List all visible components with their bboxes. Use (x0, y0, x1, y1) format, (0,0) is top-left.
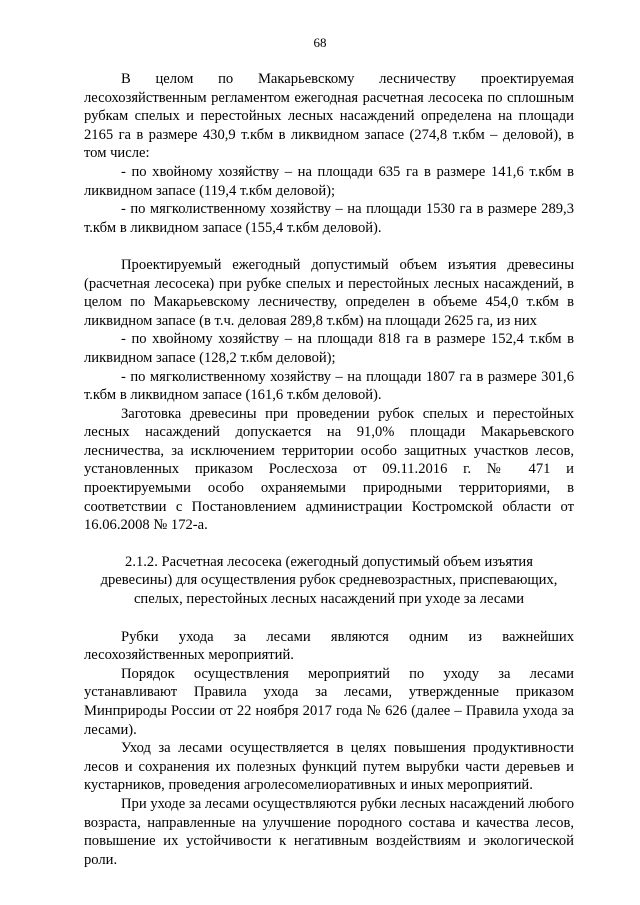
section-heading-line: спелых, перестойных лесных насаждений при уходе за лесами (133, 591, 525, 608)
section-heading (84, 553, 574, 609)
section-heading-line: 2.1.2. Расчетная лесосека (ежегодный допустимый объем изъятия (125, 553, 533, 570)
paragraph: - по хвойному хозяйству – на площади 818 га в размере 152,4 т.кбм в ликвидном запасе (128,2 т.кбм деловой); (84, 331, 574, 366)
page-content (84, 70, 574, 869)
paragraph: - по мягколиственному хозяйству – на площади 1530 га в размере 289,3 т.кбм в ликвидном запасе (155,4 т.кбм деловой). (84, 201, 574, 236)
paragraph: При уходе за лесами осуществляются рубки лесных насаждений любого возраста, направленные на улучшение породного состава и качества лесов, повышение их устойчивости к негативным воздействиям и экологической роли. (84, 795, 574, 868)
page-number: 68 (313, 35, 327, 50)
paragraph: В целом по Макарьевскому лесничеству проектируемая лесохозяйственным регламентом ежегодная расчетная лесосека по сплошным рубкам спелых и перестойных лесных насаждений определена на площади 2165 га в размере 430,9 т.кбм в ликвидном запасе (274,8 т.кбм – деловой), в том числе: (84, 71, 574, 162)
section-heading-line: древесины) для осуществления рубок средневозрастных, приспевающих, (100, 572, 558, 589)
paragraph: Проектируемый ежегодный допустимый объем изъятия древесины (расчетная лесосека) при рубке спелых и перестойных лесных насаждений, в целом по Макарьевскому лесничеству, определен в объеме 454,0 т.кбм в ликвидном запасе (в т.ч. деловая 289,8 т.кбм) на площади 2625 га, из них (84, 256, 574, 329)
paragraph: Уход за лесами осуществляется в целях повышения продуктивности лесов и сохранения их полезных функций путем вырубки части деревьев и кустарников, проведения агролесомелиоративных и иных мероприятий. (84, 740, 574, 794)
paragraph: Порядок осуществления мероприятий по уходу за лесами устанавливают Правила ухода за лесами, утвержденные приказом Минприроды России от 22 ноября 2017 года № 626 (далее – Правила ухода за лесами). (84, 665, 574, 738)
paragraph: Рубки ухода за лесами являются одним из важнейших лесохозяйственных мероприятий. (84, 628, 574, 664)
paragraph: - по хвойному хозяйству – на площади 635 га в размере 141,6 т.кбм в ликвидном запасе (119,4 т.кбм деловой); (84, 163, 574, 199)
paragraph: - по мягколиственному хозяйству – на площади 1807 га в размере 301,6 т.кбм в ликвидном запасе (161,6 т.кбм деловой). (84, 368, 574, 404)
paragraph: Заготовка древесины при проведении рубок спелых и перестойных лесных насаждений допускается на 91,0% площади Макарьевского лесничества, за исключением территории особо защитных участков лесов, установленных приказом Рослесхоза от 09.11.2016 г. № 471 и проектируемыми особо охраняемыми природными территориями, в соответствии с Постановлением администрации Костромской области от 16.06.2008 № 172-а. (84, 405, 574, 534)
